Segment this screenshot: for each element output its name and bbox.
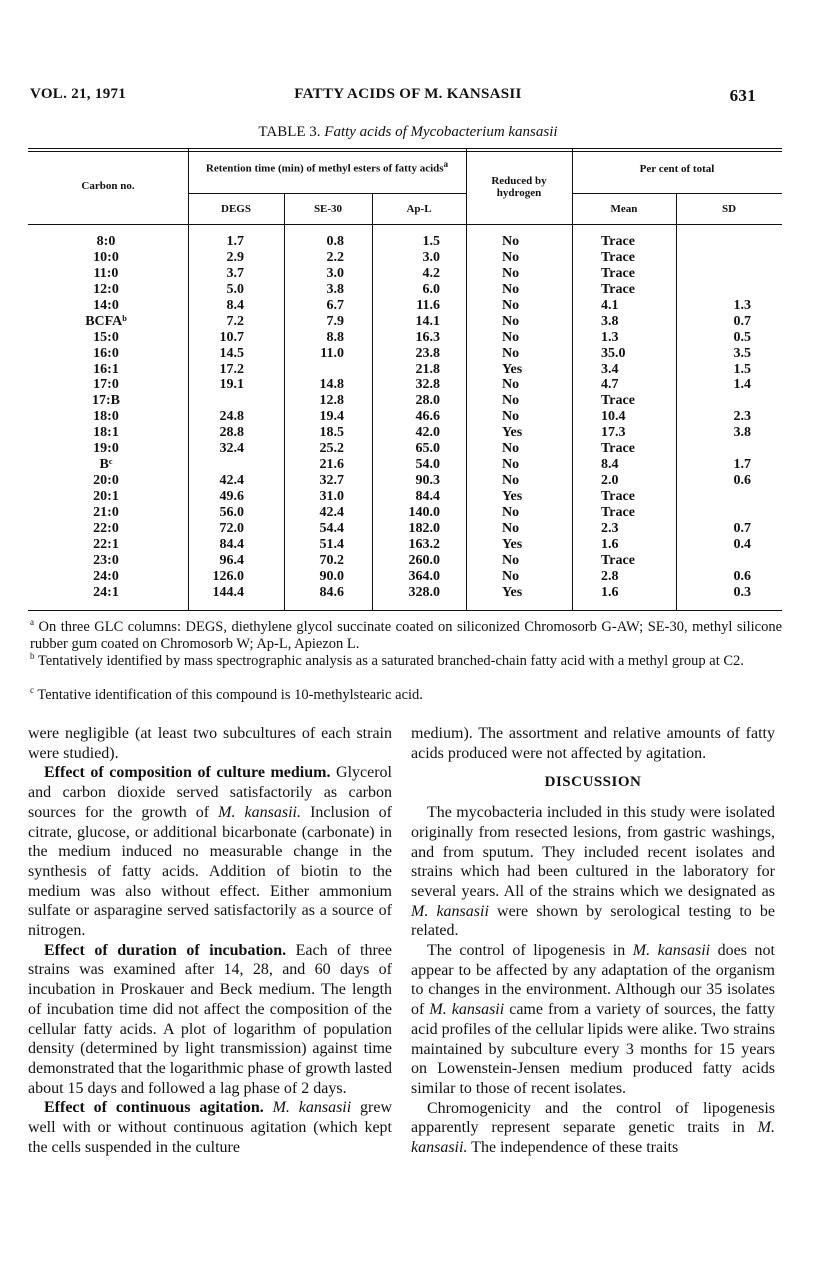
running-header-title: FATTY ACIDS OF M. KANSASII — [294, 86, 522, 102]
header-apl: Ap-L — [406, 203, 432, 215]
table-row: 17:B 12.8 28.0 No Trace — [92, 393, 635, 409]
header-percent-of-total: Per cent of total — [639, 163, 715, 175]
table-row: 18:1 28.8 18.5 42.0 Yes 17.3 3.8 — [93, 425, 751, 441]
body-column-left — [28, 724, 392, 1157]
paragraph: The mycobacteria included in this study were isolated originally from resected lesions, from gastric washings, and from sputum. They included recent isolates and strains which had been cultured in the laboratory for several years. All of the strains which we designated as M. kansasii were shown by serological testing to be related. — [411, 804, 775, 940]
footnote-a: $^a$ On three GLC columns: DEGS, diethylene glycol succinate coated on siliconized Chromosorb G-AW; SE-30, methyl silicone rubber gum coated on Chromosorb W; Ap-L, Apiezon L. — [30, 617, 782, 652]
table-row: 14:0 8.4 6.7 11.6 No 4.1 1.3 — [93, 297, 751, 313]
footnote-c: $^c$ Tentative identification of this compound is 10-methylstearic acid. — [30, 685, 423, 703]
header-mean: Mean — [610, 203, 638, 215]
paragraph: Effect of duration of incubation. Each of three strains was examined after 14, 28, and 60 days of incubation in Proskauer and Beck medium. The length of incubation time did not affect the composition of the cellular fatty acids. A plot of logarithm of population density (determined by light transmission) against time demonstrated that the logarithmic phase of growth lasted about 15 days and followed a lag phase of 2 days. — [28, 941, 392, 1097]
table-row: BCFAᵇ 7.2 7.9 14.1 No 3.8 0.7 — [85, 313, 751, 329]
table-row: Bᶜ 21.6 54.0 No 8.4 1.7 — [99, 457, 751, 473]
table-row: 22:0 72.0 54.4 182.0 No 2.3 0.7 — [93, 520, 751, 536]
body-column-right — [411, 724, 775, 1158]
table-row: 11:0 3.7 3.0 4.2 No Trace — [93, 265, 635, 281]
table-row: 20:0 42.4 32.7 90.3 No 2.0 0.6 — [93, 473, 751, 489]
table-body — [28, 234, 782, 601]
table-row: 21:0 56.0 42.4 140.0 No Trace — [93, 504, 635, 520]
header-reduced-by-hydrogen: Reduced by hydrogen — [491, 175, 547, 199]
paragraph: Chromogenicity and the control of lipogenesis apparently represent separate genetic traits in M. kansasii. The independence of these traits — [411, 1099, 775, 1157]
paragraph: were negligible (at least two subcultures of each strain were studied). — [28, 725, 392, 762]
paragraph: The control of lipogenesis in M. kansasii does not appear to be affected by any adaptation of the organism to changes in the environment. Although our 35 isolates of M. kansasii came from a variety of sources, the fatty acid profiles of the cellular lipids were alike. Two strains maintained by subculture every 3 months for 15 years on Lowenstein-Jensen medium produced fatty acids similar to those of recent isolates. — [411, 942, 776, 1097]
table-row: 16:1 17.2 21.8 Yes 3.4 1.5 — [93, 361, 751, 377]
table-header-rule — [28, 224, 782, 225]
table-row: 17:0 19.1 14.8 32.8 No 4.7 1.4 — [93, 377, 751, 393]
header-se30: SE-30 — [313, 203, 343, 215]
table-bottom-rule — [28, 610, 782, 611]
table-row: 15:0 10.7 8.8 16.3 No 1.3 0.5 — [93, 329, 751, 345]
running-header-volume: VOL. 21, 1971 — [30, 86, 127, 102]
table-row: 8:0 1.7 0.8 1.5 No Trace — [96, 234, 635, 249]
table-row: 16:0 14.5 11.0 23.8 No 35.0 3.5 — [93, 345, 751, 361]
table-title: Fatty acids of Mycobacterium kansasii — [324, 124, 558, 140]
section-heading-discussion: DISCUSSION — [544, 774, 642, 791]
header-degs: DEGS — [221, 203, 251, 215]
table-row: 22:1 84.4 51.4 163.2 Yes 1.6 0.4 — [93, 536, 751, 552]
retention-span-rule — [188, 193, 466, 194]
header-sd: SD — [721, 203, 737, 215]
header-carbon-no: Carbon no. — [81, 180, 135, 192]
table-caption — [0, 124, 816, 141]
percent-span-rule — [572, 193, 782, 194]
page-number: 631 — [729, 86, 756, 105]
paragraph: medium). The assortment and relative amounts of fatty acids produced were not affected by agitation. — [411, 725, 775, 762]
table-row: 24:0 126.0 90.0 364.0 No 2.8 0.6 — [93, 568, 751, 584]
table-label: TABLE 3. — [258, 124, 321, 140]
paragraph: Effect of continuous agitation. M. kansasii grew well with or without continuous agitation (which kept the cells suspended in the culture — [28, 1099, 393, 1156]
table-row: 23:0 96.4 70.2 260.0 No Trace — [93, 552, 635, 568]
table-top-rule — [28, 148, 782, 149]
table-top-rule-2 — [28, 151, 782, 152]
table-row: 19:0 32.4 25.2 65.0 No Trace — [93, 441, 635, 457]
table-row: 24:1 144.4 84.6 328.0 Yes 1.6 0.3 — [93, 584, 751, 600]
header-retention-time: Retention time (min) of methyl esters of fatty acids$^a$ — [205, 159, 449, 175]
table-row: 18:0 24.8 19.4 46.6 No 10.4 2.3 — [93, 409, 751, 425]
paragraph: Effect of composition of culture medium. Glycerol and carbon dioxide served satisfactorily as carbon sources for the growth of M. kansasii. Inclusion of citrate, glucose, or additional bicarbonate (carbonate) in the medium induced no measurable change in the synthesis of fatty acids. Addition of biotin to the medium was also without effect. Either ammonium sulfate or asparagine served satisfactorily as a source of nitrogen. — [28, 764, 392, 940]
table-row: 12:0 5.0 3.8 6.0 No Trace — [93, 281, 635, 297]
table-row: 20:1 49.6 31.0 84.4 Yes Trace — [93, 489, 635, 504]
footnote-b: $^b$ Tentatively identified by mass spectrographic analysis as a saturated branched-chain fatty acid with a methyl group at C2. — [30, 651, 744, 669]
table-row: 10:0 2.9 2.2 3.0 No Trace — [93, 249, 635, 265]
